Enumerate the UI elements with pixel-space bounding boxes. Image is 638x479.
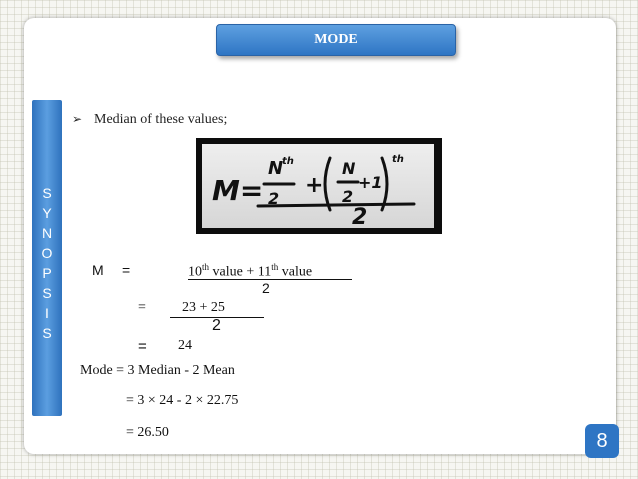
formula-plus-one: +1: [358, 173, 383, 192]
mode-substitution: = 3 × 24 - 2 × 22.75: [126, 393, 239, 408]
equals-sign: =: [122, 262, 131, 278]
mode-result: = 26.50: [126, 425, 169, 440]
sidebar-letter: S: [42, 325, 52, 341]
sidebar-letter: S: [42, 185, 52, 201]
formula-sub-2: 2: [268, 189, 280, 208]
sum-numerator: 23 + 25: [182, 300, 225, 315]
median-label: M: [92, 262, 104, 278]
sidebar-letter: O: [41, 245, 53, 261]
page-number-badge: 8: [585, 424, 619, 458]
formula-lhs: M=: [212, 174, 264, 207]
equals-sign: =: [138, 300, 146, 315]
handwritten-formula: [202, 144, 434, 228]
bullet-text: Median of these values;: [94, 112, 228, 127]
equals-sign: =: [138, 338, 147, 355]
median-formula-photo: [196, 138, 442, 234]
sidebar-letter: P: [42, 265, 52, 281]
formula-sup-th: th: [282, 156, 294, 167]
mode-formula: Mode = 3 Median - 2 Mean: [80, 363, 235, 378]
slide-title: MODE: [216, 24, 456, 56]
fraction-bar: [188, 279, 352, 280]
sidebar-letter: Y: [42, 205, 52, 221]
sum-denominator: 2: [212, 317, 221, 334]
formula-sup-th-2: th: [392, 154, 404, 165]
formula-numerator: N: [268, 158, 284, 179]
slide-card: [24, 18, 616, 454]
arrow-bullet-icon: ➢: [72, 112, 83, 126]
formula-denominator: 2: [352, 205, 368, 228]
formula-paren-num: N: [342, 159, 356, 178]
sidebar-letter: I: [45, 305, 49, 321]
median-result: 24: [178, 338, 192, 353]
median-denominator: 2: [262, 280, 270, 296]
sidebar-letter: N: [41, 225, 53, 241]
formula-plus: +: [305, 173, 324, 198]
formula-paren-den: 2: [342, 187, 354, 206]
sidebar-letter: S: [42, 285, 52, 301]
median-numerator: 10th value + 11th value: [188, 262, 313, 280]
